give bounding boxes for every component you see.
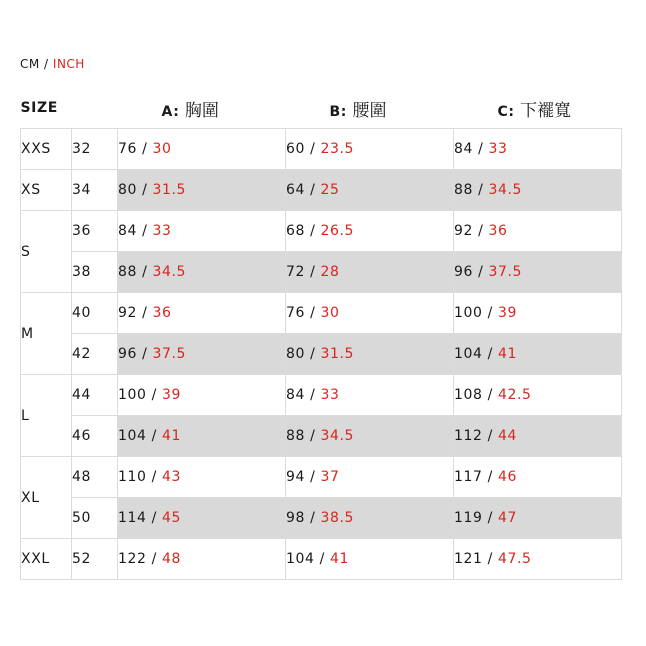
cell-b: 72 / 28 — [286, 252, 454, 293]
cell-c: 92 / 36 — [454, 211, 622, 252]
size-number: 32 — [72, 129, 118, 170]
size-label: XXS — [21, 129, 72, 170]
cell-c: 108 / 42.5 — [454, 375, 622, 416]
cell-a: 110 / 43 — [118, 457, 286, 498]
size-number: 42 — [72, 334, 118, 375]
size-label: XXL — [21, 539, 72, 580]
header-b-key: B: — [329, 103, 347, 120]
size-number: 34 — [72, 170, 118, 211]
header-a-key: A: — [161, 103, 180, 120]
cell-c: 84 / 33 — [454, 129, 622, 170]
cell-a: 96 / 37.5 — [118, 334, 286, 375]
units-toggle — [20, 57, 85, 71]
cell-b: 76 / 30 — [286, 293, 454, 334]
header-a — [118, 88, 286, 129]
cell-b: 104 / 41 — [286, 539, 454, 580]
cell-a: 104 / 41 — [118, 416, 286, 457]
header-c-label: 下襬寬 — [520, 100, 572, 121]
table-row — [21, 334, 622, 375]
cell-a: 114 / 45 — [118, 498, 286, 539]
cell-b: 60 / 23.5 — [286, 129, 454, 170]
header-b — [286, 88, 454, 129]
size-number: 40 — [72, 293, 118, 334]
table-row — [21, 498, 622, 539]
cell-c: 117 / 46 — [454, 457, 622, 498]
size-number: 38 — [72, 252, 118, 293]
size-label: XS — [21, 170, 72, 211]
cell-c: 121 / 47.5 — [454, 539, 622, 580]
cell-c: 100 / 39 — [454, 293, 622, 334]
header-b-label: 腰圍 — [352, 100, 387, 121]
cell-a: 80 / 31.5 — [118, 170, 286, 211]
table-row — [21, 416, 622, 457]
table-row — [21, 375, 622, 416]
cell-a: 100 / 39 — [118, 375, 286, 416]
size-label: S — [21, 211, 72, 293]
table-row — [21, 252, 622, 293]
table-row — [21, 539, 622, 580]
size-number: 44 — [72, 375, 118, 416]
unit-separator: / — [39, 57, 53, 71]
unit-cm[interactable]: CM — [20, 57, 40, 71]
cell-a: 122 / 48 — [118, 539, 286, 580]
table-row — [21, 170, 622, 211]
cell-c: 119 / 47 — [454, 498, 622, 539]
size-number: 36 — [72, 211, 118, 252]
cell-b: 80 / 31.5 — [286, 334, 454, 375]
table-row — [21, 293, 622, 334]
cell-a: 92 / 36 — [118, 293, 286, 334]
cell-c: 104 / 41 — [454, 334, 622, 375]
header-size: SIZE — [20, 100, 58, 116]
table-row — [21, 457, 622, 498]
cell-a: 84 / 33 — [118, 211, 286, 252]
size-number: 52 — [72, 539, 118, 580]
cell-a: 76 / 30 — [118, 129, 286, 170]
header-c-key: C: — [497, 103, 515, 120]
size-number: 48 — [72, 457, 118, 498]
size-chart-table — [20, 88, 622, 580]
header-c — [454, 88, 622, 129]
table-row — [21, 211, 622, 252]
cell-c: 88 / 34.5 — [454, 170, 622, 211]
cell-b: 88 / 34.5 — [286, 416, 454, 457]
cell-a: 88 / 34.5 — [118, 252, 286, 293]
unit-inch[interactable]: INCH — [52, 57, 85, 71]
cell-b: 68 / 26.5 — [286, 211, 454, 252]
cell-c: 112 / 44 — [454, 416, 622, 457]
size-label: M — [21, 293, 72, 375]
size-label: L — [21, 375, 72, 457]
cell-b: 64 / 25 — [286, 170, 454, 211]
header-row — [21, 88, 622, 129]
table-row — [21, 129, 622, 170]
size-number: 50 — [72, 498, 118, 539]
cell-c: 96 / 37.5 — [454, 252, 622, 293]
size-number: 46 — [72, 416, 118, 457]
header-a-label: 胸圍 — [184, 100, 219, 121]
cell-b: 98 / 38.5 — [286, 498, 454, 539]
cell-b: 84 / 33 — [286, 375, 454, 416]
cell-b: 94 / 37 — [286, 457, 454, 498]
size-label: XL — [21, 457, 72, 539]
